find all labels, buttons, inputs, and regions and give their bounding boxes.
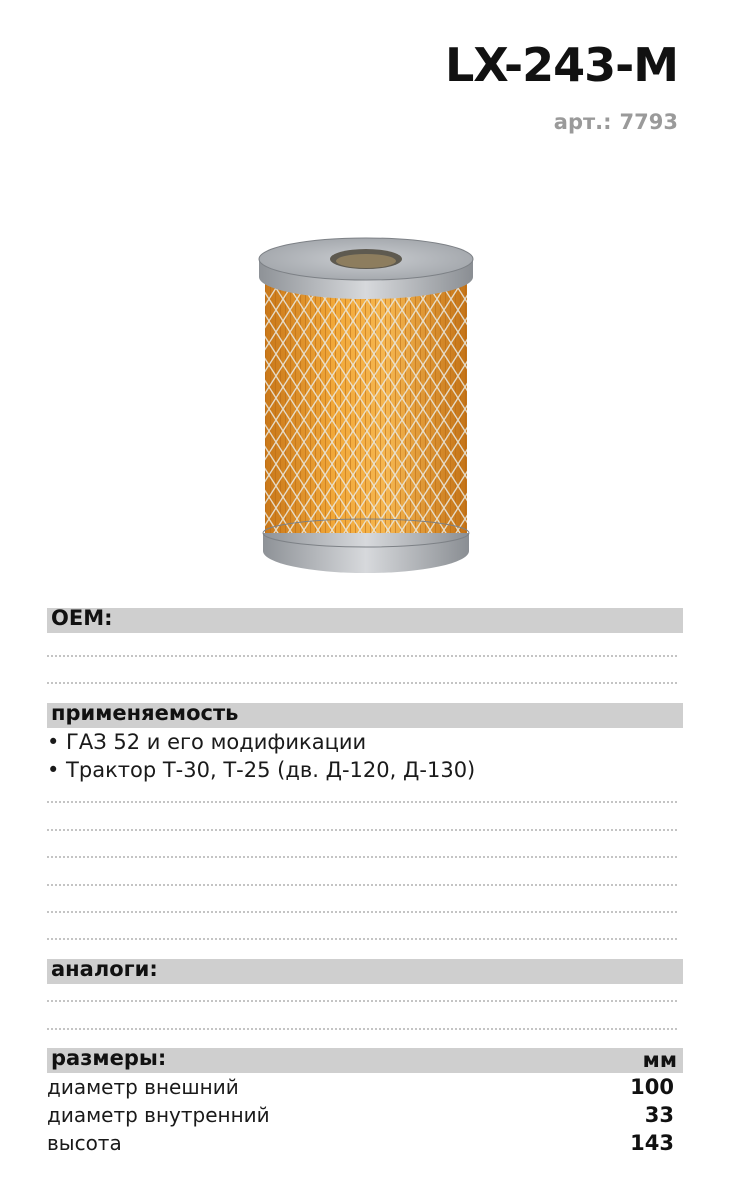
- applicability-section-title: применяемость: [51, 701, 239, 725]
- oil-filter-cartridge-icon: [255, 233, 477, 583]
- dimension-value-outer-diameter: 100: [630, 1075, 674, 1099]
- dotted-line: [47, 856, 677, 860]
- analogs-section-header: [47, 959, 683, 984]
- dotted-line: [47, 938, 677, 942]
- dotted-line: [47, 1000, 677, 1004]
- applicability-item: • Трактор Т-30, Т-25 (дв. Д-120, Д-130): [47, 758, 476, 782]
- article-number: [554, 110, 678, 134]
- dotted-line: [47, 682, 677, 686]
- oem-section-title: OEM:: [51, 606, 113, 630]
- dimension-label-height: высота: [47, 1131, 122, 1155]
- dotted-line: [47, 655, 677, 659]
- dotted-line: [47, 801, 677, 805]
- dimension-label-inner-diameter: диаметр внутренний: [47, 1103, 270, 1127]
- dotted-line: [47, 884, 677, 888]
- applicability-section-header: [47, 703, 683, 728]
- dotted-line: [47, 1028, 677, 1032]
- oem-section-header: [47, 608, 683, 633]
- dimensions-unit: мм: [642, 1048, 677, 1072]
- dotted-line: [47, 829, 677, 833]
- product-model-title: LX-243-M: [444, 38, 678, 92]
- article-label: арт.:: [553, 110, 612, 134]
- dimension-value-height: 143: [630, 1131, 674, 1155]
- applicability-item: • ГАЗ 52 и его модификации: [47, 730, 367, 754]
- dimensions-section-header: [47, 1048, 683, 1073]
- article-value: 7793: [619, 110, 678, 134]
- dimension-label-outer-diameter: диаметр внешний: [47, 1075, 239, 1099]
- dimensions-section-title: размеры:: [51, 1046, 167, 1070]
- dimension-value-inner-diameter: 33: [644, 1103, 674, 1127]
- dotted-line: [47, 911, 677, 915]
- analogs-section-title: аналоги:: [51, 957, 158, 981]
